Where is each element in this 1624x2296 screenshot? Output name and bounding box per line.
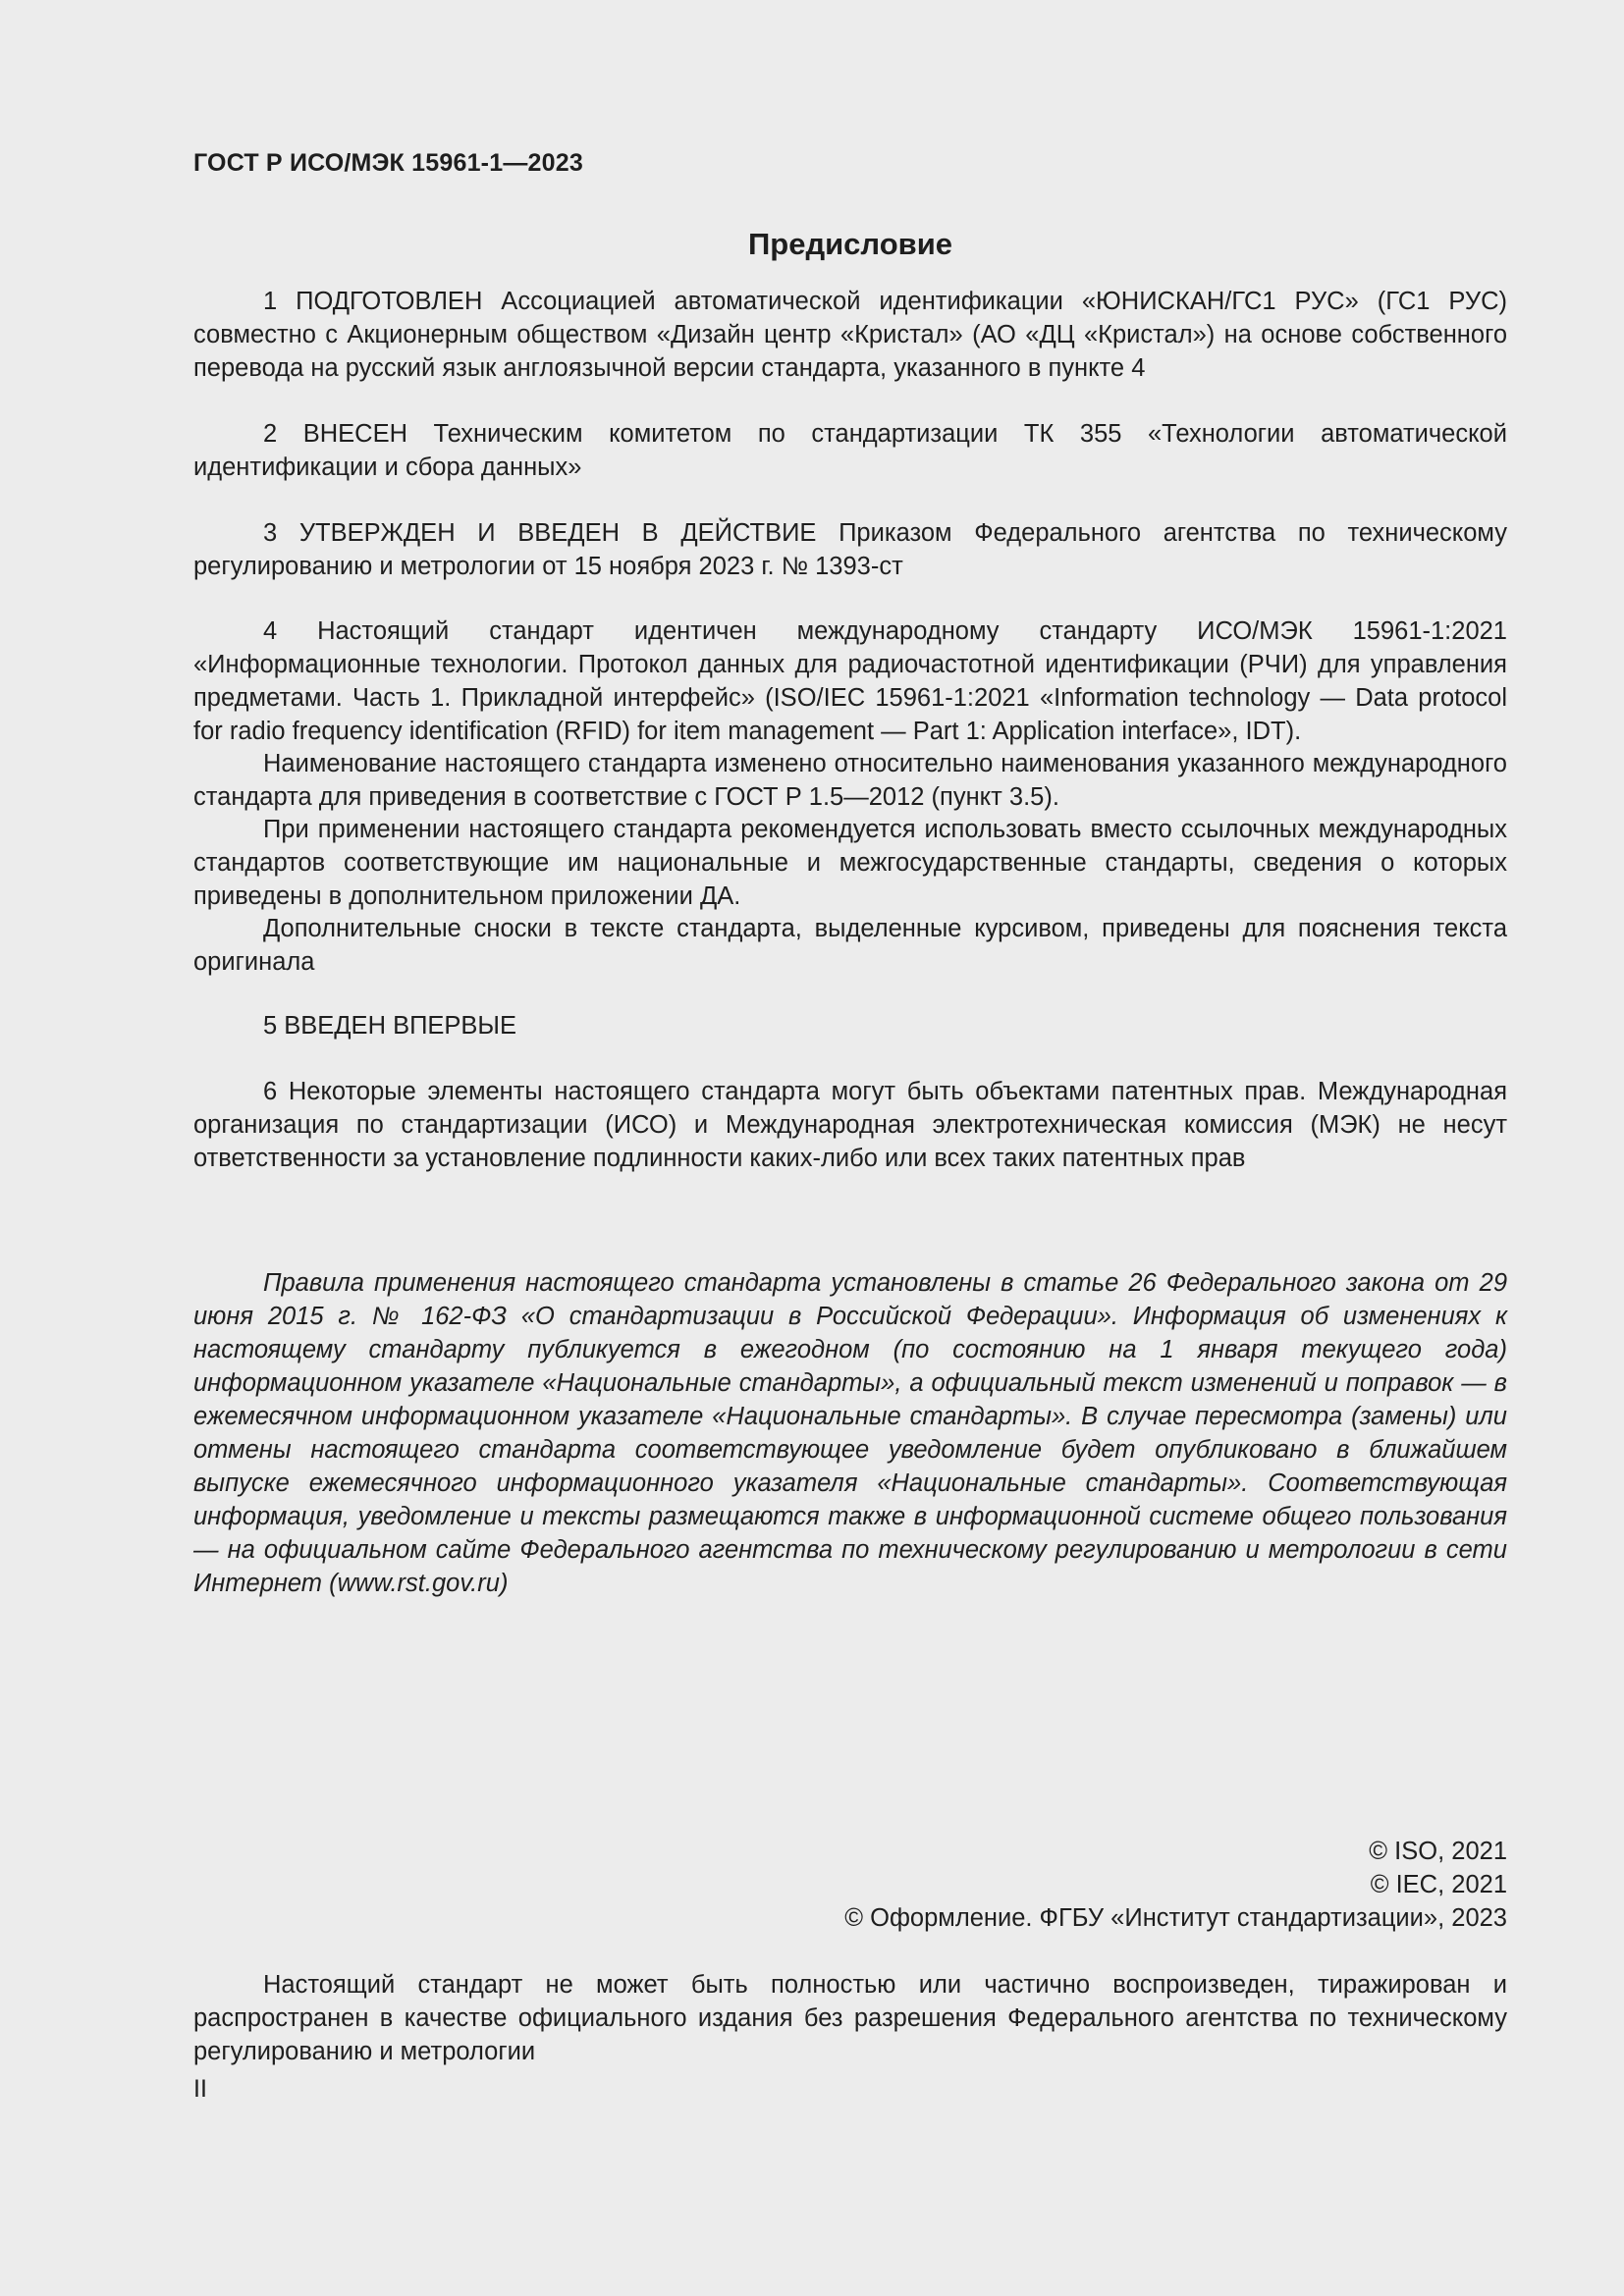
page-number: II <box>193 2075 207 2103</box>
paragraph-patent-rights: 6 Некоторые элементы настоящего стандарта могут быть объектами патентных прав. Международная организация по стандартизации (ИСО) и Международная электротехническая комиссия (МЭК) не несут ответственности за установление подлинности каких-либо или всех таких патентных прав <box>193 1078 1507 1172</box>
paragraph-reference-standards: При применении настоящего стандарта рекомендуется использовать вместо ссылочных международных стандартов соответствующие им национальные и межгосударственные стандарты, сведения о которых приведены в дополнительном приложении ДА. <box>193 816 1507 910</box>
paragraph-identical-standard: 4 Настоящий стандарт идентичен международному стандарту ИСО/МЭК 15961-1:2021 «Информационные технологии. Протокол данных для радиочастотной идентификации (РЧИ) для управления предметами. Часть 1. Прикладной интерфейс» (ISO/IEC 15961-1:2021 «Information technology — Data protocol for radio frequency identification (RFID) for item management — Part 1: Application interface», IDT). <box>193 617 1507 745</box>
reproduction-notice: Настоящий стандарт не может быть полностью или частично воспроизведен, тиражирован и распространен в качестве официального издания без разрешения Федерального агентства по техническому регулированию и метрологии <box>193 1971 1507 2065</box>
paragraph-introduced-by: 2 ВНЕСЕН Техническим комитетом по стандартизации ТК 355 «Технологии автоматической идентификации и сбора данных» <box>193 420 1507 481</box>
document-code-header: ГОСТ Р ИСО/МЭК 15961-1—2023 <box>193 149 583 177</box>
copyright-iso: © ISO, 2021 <box>1369 1838 1507 1865</box>
paragraph-footnotes: Дополнительные сноски в тексте стандарта, выделенные курсивом, приведены для пояснения текста оригинала <box>193 915 1507 976</box>
page-title: Предисловие <box>747 227 952 261</box>
paragraph-prepared-by: 1 ПОДГОТОВЛЕН Ассоциацией автоматической идентификации «ЮНИСКАН/ГС1 РУС» (ГС1 РУС) совместно с Акционерным обществом «Дизайн центр «Кристал» (АО «ДЦ «Кристал») на основе собственного перевода на русский язык англоязычной версии стандарта, указанного в пункте 4 <box>193 288 1507 382</box>
paragraph-name-changed: Наименование настоящего стандарта изменено относительно наименования указанного международного стандарта для приведения в соответствие с ГОСТ Р 1.5—2012 (пункт 3.5). <box>193 750 1507 811</box>
paragraph-first-introduced: 5 ВВЕДЕН ВПЕРВЫЕ <box>263 1012 517 1040</box>
paragraph-approved: 3 УТВЕРЖДЕН И ВВЕДЕН В ДЕЙСТВИЕ Приказом Федерального агентства по техническому регулированию и метрологии от 15 ноября 2023 г. № 1393-ст <box>193 519 1507 580</box>
copyright-design: © Оформление. ФГБУ «Институт стандартизации», 2023 <box>844 1904 1507 1932</box>
copyright-block <box>844 1835 1507 1935</box>
copyright-iec: © IEC, 2021 <box>1370 1871 1507 1898</box>
rules-notice: Правила применения настоящего стандарта установлены в статье 26 Федерального закона от 29 июня 2015 г. № 162-ФЗ «О стандартизации в Российской Федерации». Информация об изменениях к настоящему стандарту публикуется в ежегодном (по состоянию на 1 января текущего года) информационном указателе «Национальные стандарты», а официальный текст изменений и поправок — в ежемесячном информационном указателе «Национальные стандарты». В случае пересмотра (замены) или отмены настоящего стандарта соответствующее уведомление будет опубликовано в ближайшем выпуске ежемесячного информационного указателя «Национальные стандарты». Соответствующая информация, уведомление и тексты размещаются также в информационной системе общего пользования — на официальном сайте Федерального агентства по техническому регулированию и метрологии в сети Интернет (www.rst.gov.ru) <box>193 1269 1507 1597</box>
